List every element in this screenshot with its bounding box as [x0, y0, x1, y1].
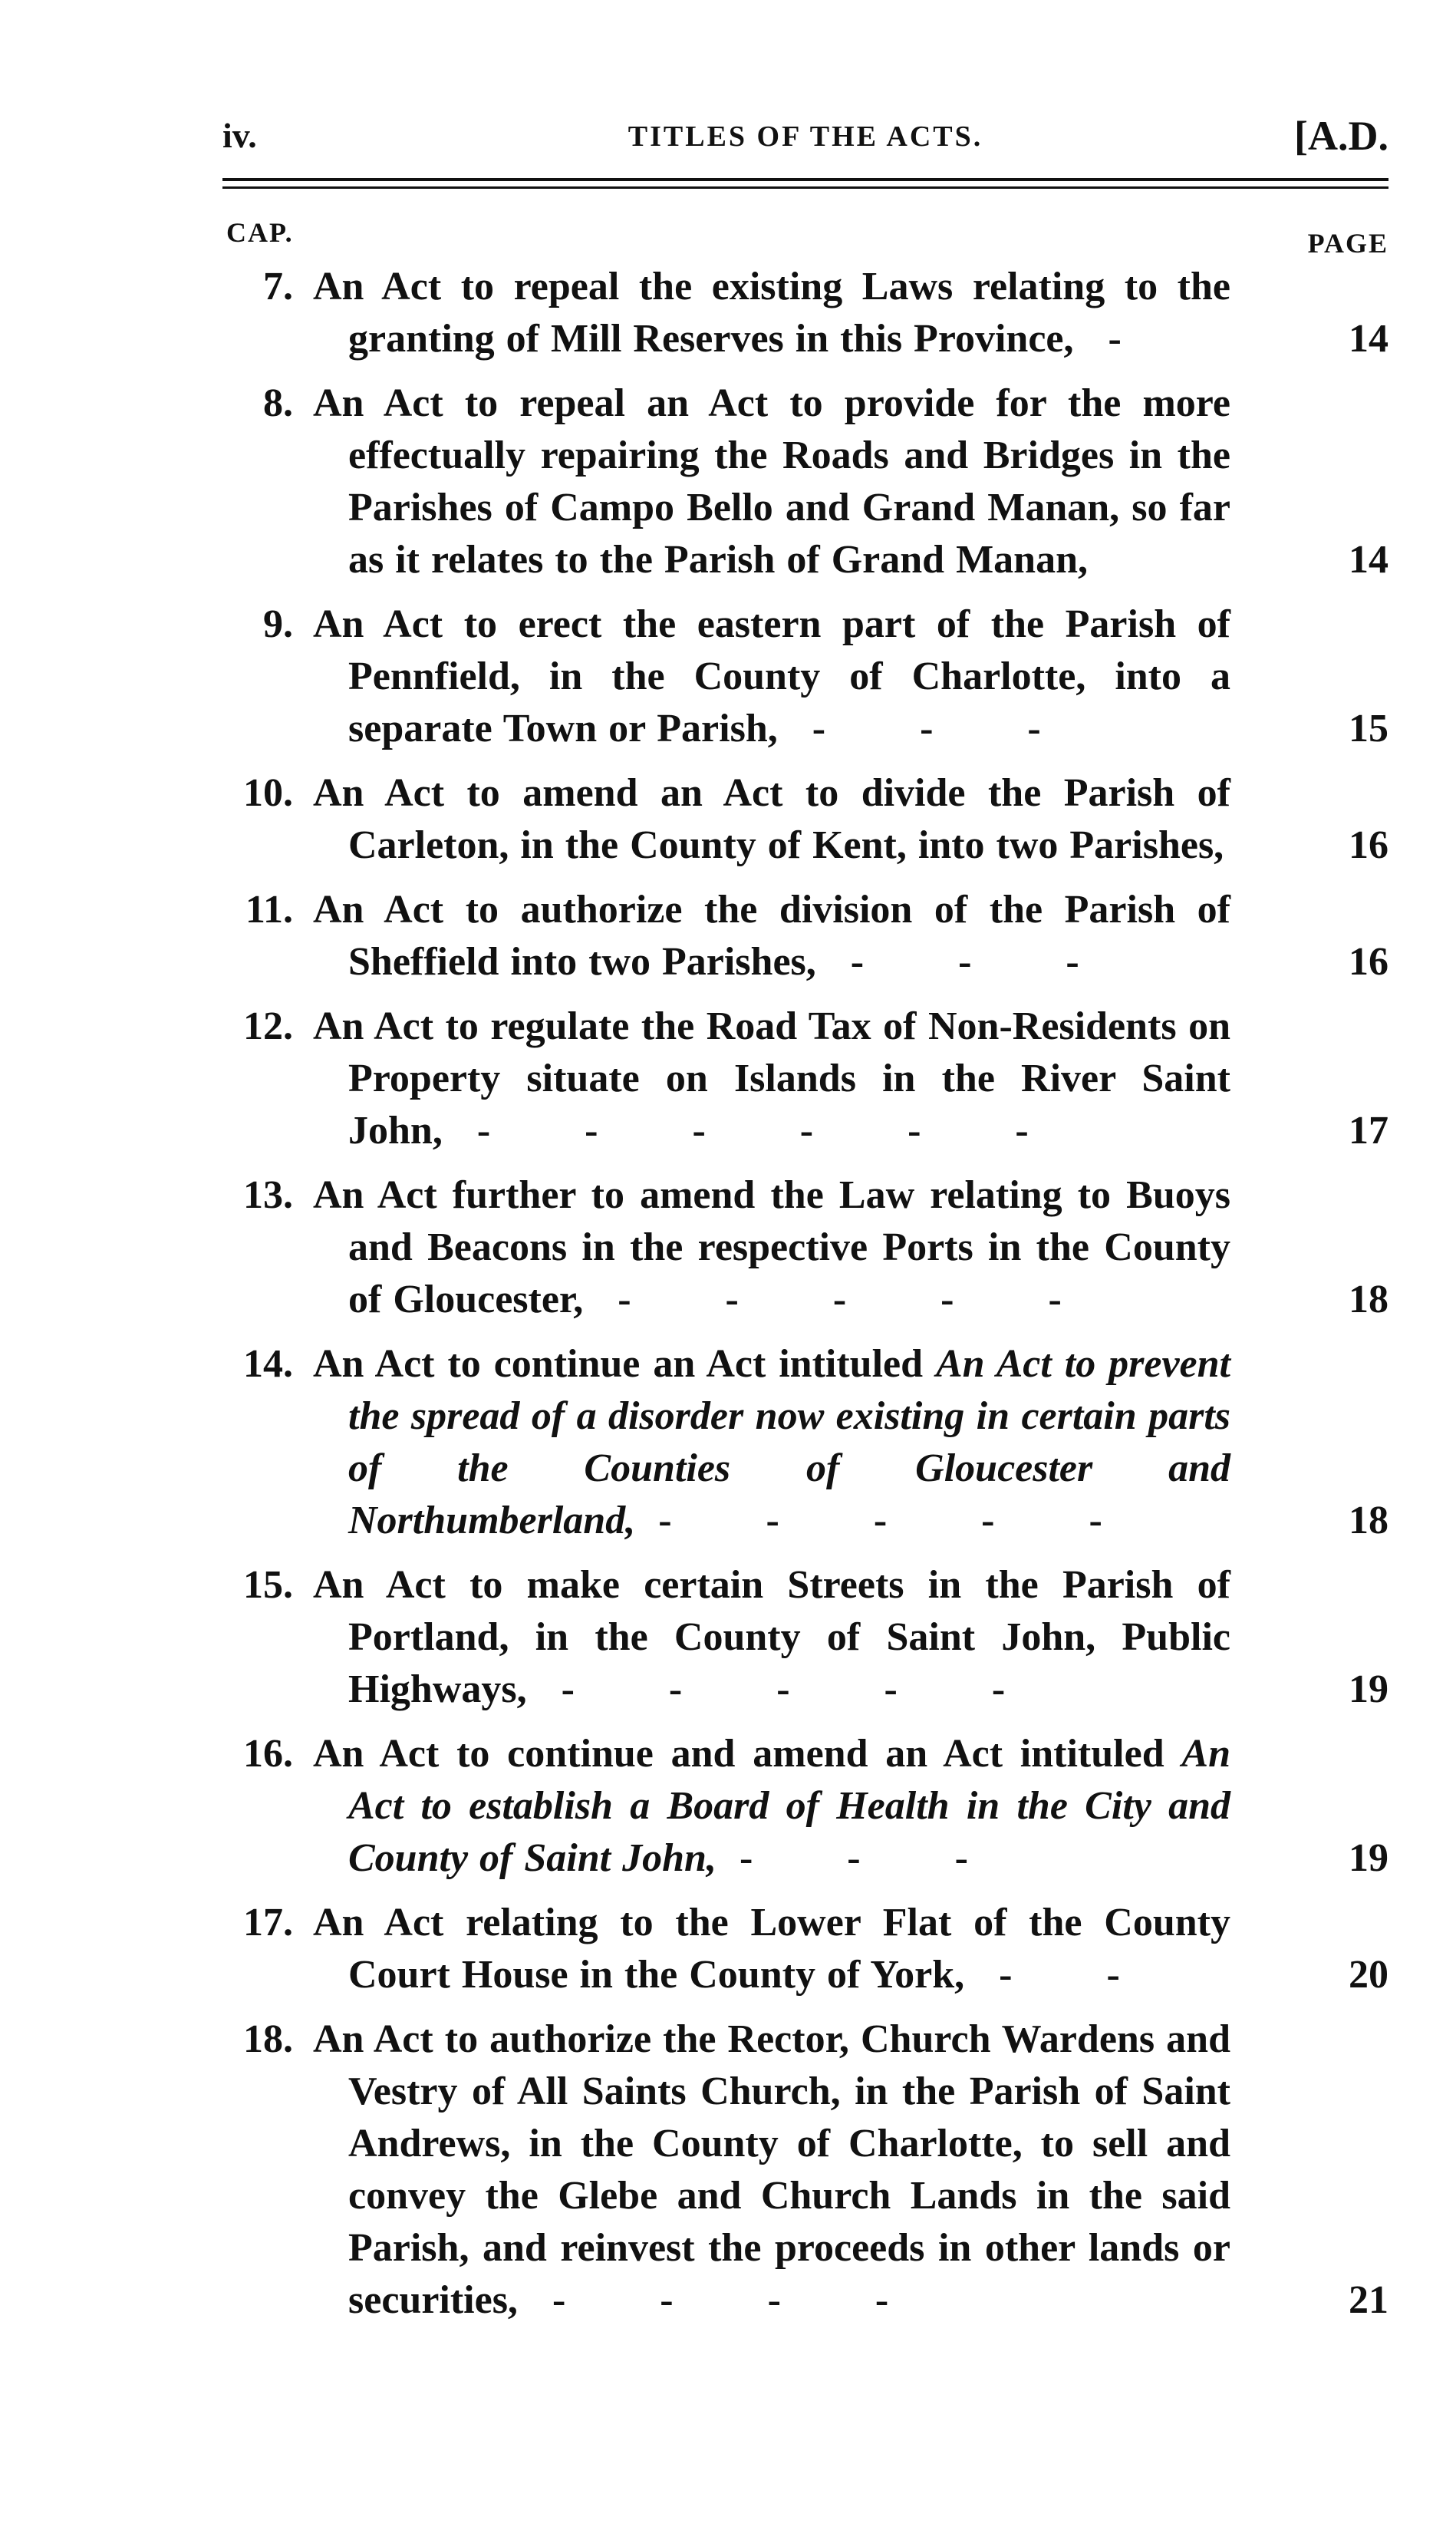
act-title-text: An Act further to amend the Law relating to Buoys and Beacons in the respective Ports in the County of Gloucester,	[313, 1173, 1230, 1321]
dot-leader: - - - - -	[658, 1499, 1144, 1542]
act-title-text: An Act to amend an Act to divide the Parish of Carleton, in the County of Kent, into two Parishes,	[313, 771, 1230, 867]
chapter-number: 13.	[243, 1173, 293, 1217]
chapter-number: 15.	[243, 1563, 293, 1607]
chapter-number: 16.	[243, 1732, 293, 1776]
act-title-text: An Act to authorize the Rector, Church Wardens and Vestry of All Saints Church, in the Parish of Saint Andrews, in the County of Charlotte, to sell and convey the Glebe and Church Lands in the said Parish, and reinvest the proceeds in other lands or securities,	[313, 2017, 1230, 2322]
dot-leader: - - - - - -	[476, 1109, 1070, 1153]
act-title	[313, 1338, 1230, 1547]
chapter-number: 8.	[263, 381, 293, 425]
chapter-number: 17.	[243, 1901, 293, 1944]
chapter-number: 14.	[243, 1342, 293, 1386]
dot-leader: - -	[999, 1953, 1161, 1997]
act-title-italic: An Act to establish a Board of Health in the City and County of Saint John,	[348, 1732, 1231, 1880]
page-number: 20	[1349, 1953, 1388, 1997]
dot-leader: -	[1108, 317, 1163, 361]
dot-leader: - - - - -	[618, 1278, 1103, 1321]
running-title: TITLES OF THE ACTS.	[628, 120, 983, 153]
header-double-rule	[222, 178, 1388, 189]
act-title	[313, 378, 1230, 586]
dot-leader: - - -	[812, 707, 1082, 750]
act-title	[313, 767, 1230, 872]
page-number: 16	[1349, 823, 1388, 867]
year-marker: [A.D.	[1294, 113, 1388, 159]
act-entry	[222, 261, 1388, 365]
page-number: 18	[1349, 1499, 1388, 1542]
act-entry	[222, 599, 1388, 755]
act-entry	[222, 1001, 1388, 1157]
act-title	[313, 1169, 1230, 1326]
act-title-text: An Act to continue and amend an Act intituled	[313, 1732, 1164, 1776]
act-title-text: An Act to erect the eastern part of the Parish of Pennfield, in the County of Charlotte, into a separate Town or Parish,	[313, 602, 1230, 750]
act-title-italic: An Act to prevent the spread of a disorder now existing in certain parts of the Counties of Gloucester and Northumberland,	[348, 1342, 1230, 1542]
chapter-number: 10.	[243, 771, 293, 815]
page-number: 19	[1349, 1836, 1388, 1880]
act-title	[313, 2014, 1230, 2327]
act-title-list	[222, 261, 1388, 2339]
page-number: 14	[1349, 538, 1388, 582]
column-heading-page: PAGE	[1307, 228, 1388, 259]
act-title-text: An Act to repeal the existing Laws relating to the granting of Mill Reserves in this Province,	[313, 265, 1230, 361]
chapter-number: 9.	[263, 602, 293, 646]
page-number: 17	[1349, 1109, 1388, 1153]
act-title	[313, 884, 1230, 988]
act-title-text: An Act to continue an Act intituled	[313, 1342, 924, 1386]
act-entry	[222, 1338, 1388, 1547]
act-title-text: An Act relating to the Lower Flat of the County Court House in the County of York,	[313, 1901, 1230, 1997]
page-number: 15	[1349, 707, 1388, 750]
act-title	[313, 1728, 1230, 1885]
act-entry	[222, 767, 1388, 872]
act-title-text: An Act to repeal an Act to provide for the more effectually repairing the Roads and Bridges in the Parishes of Campo Bello and Grand Manan, so far as it relates to the Parish of Grand Manan,	[313, 381, 1230, 582]
act-entry	[222, 1728, 1388, 1885]
page-number: 16	[1349, 940, 1388, 984]
page-number: 14	[1349, 317, 1388, 361]
chapter-number: 7.	[263, 265, 293, 308]
act-entry	[222, 884, 1388, 988]
dot-leader: - - -	[739, 1836, 1010, 1880]
chapter-number: 11.	[245, 888, 293, 932]
act-title	[313, 599, 1230, 755]
dot-leader: - - -	[850, 940, 1121, 984]
page-number: 18	[1349, 1278, 1388, 1321]
column-heading-cap: CAP.	[226, 217, 294, 248]
chapter-number: 12.	[243, 1004, 293, 1048]
act-entry	[222, 378, 1388, 586]
act-entry	[222, 2014, 1388, 2327]
act-entry	[222, 1897, 1388, 2001]
act-title-text: An Act to regulate the Road Tax of Non-Residents on Property situate on Islands in the River Saint John,	[313, 1004, 1230, 1153]
act-title	[313, 261, 1230, 365]
page-number: 19	[1349, 1667, 1388, 1711]
act-entry	[222, 1169, 1388, 1326]
act-title-text: An Act to make certain Streets in the Parish of Portland, in the County of Saint John, Public Highways,	[313, 1563, 1230, 1711]
act-title	[313, 1559, 1230, 1716]
page-number: 21	[1349, 2278, 1388, 2322]
folio-number: iv.	[222, 116, 257, 155]
dot-leader: - - - -	[552, 2278, 931, 2322]
running-head	[222, 115, 1388, 169]
chapter-number: 18.	[243, 2017, 293, 2061]
act-title	[313, 1897, 1230, 2001]
act-title	[313, 1001, 1230, 1157]
act-title-text: An Act to authorize the division of the Parish of Sheffield into two Parishes,	[313, 888, 1230, 984]
act-entry	[222, 1559, 1388, 1716]
dot-leader: - - - - -	[561, 1667, 1047, 1711]
